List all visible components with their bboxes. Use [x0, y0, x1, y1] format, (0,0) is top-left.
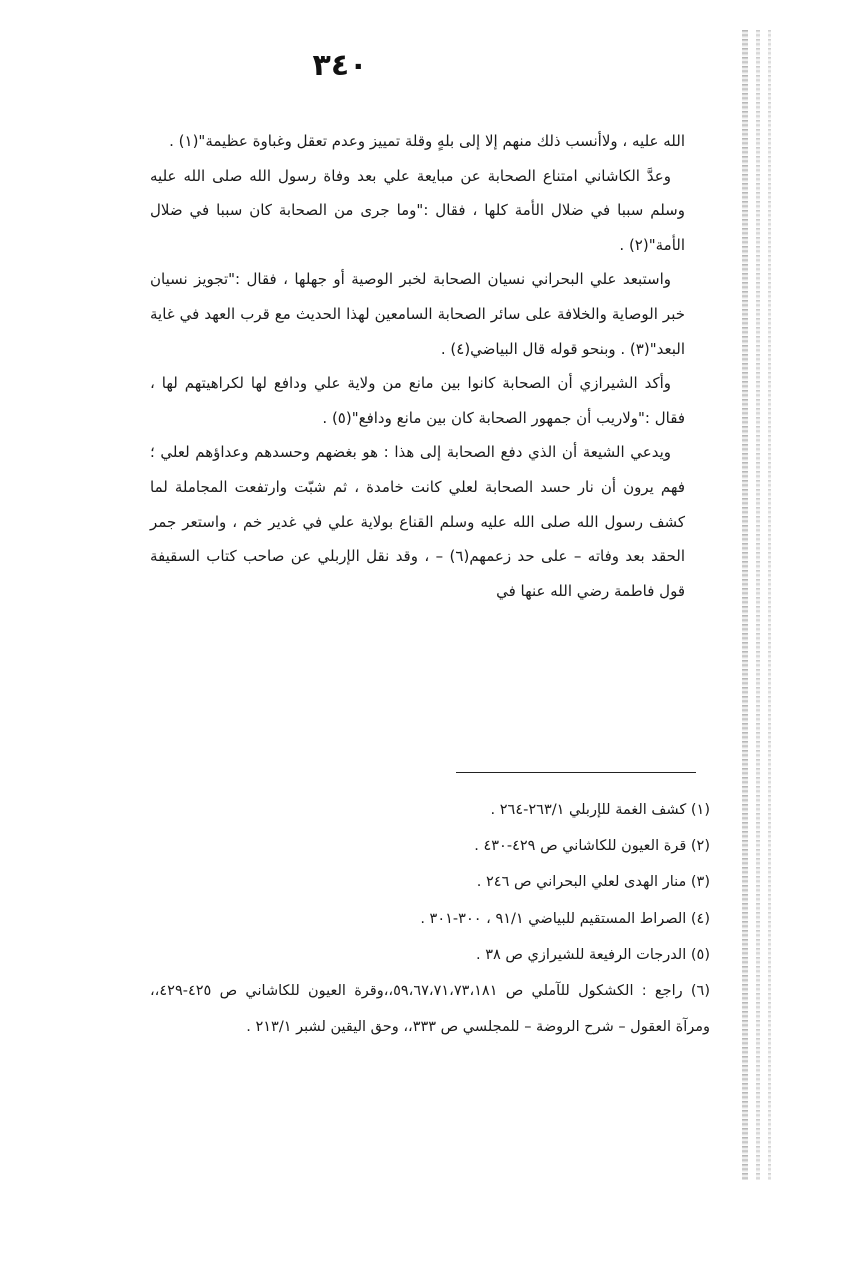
footnote: (٢) قرة العيون للكاشاني ص ٤٢٩-٤٣٠ . — [474, 838, 710, 855]
paragraph: وعدَّ الكاشاني امتناع الصحابة عن مبايعة علي بعد وفاة رسول الله صلى الله عليه وسلم سببا في ضلال الأمة كلها ، فقال :"وما جرى من الصحابة كان سببا في ضلال الأمة"(٢) . — [150, 166, 685, 254]
footnote: (٣) منار الهدى لعلي البحراني ص ٢٤٦ . — [476, 874, 710, 891]
footnotes — [150, 792, 710, 1045]
paragraph: وأكد الشيرازي أن الصحابة كانوا بين مانع من ولاية علي ودافع لها لكراهيتهم لها ، فقال :"ولاريب أن جمهور الصحابة كان بين مانع ودافع"(٥) . — [150, 374, 685, 427]
paragraph: واستبعد علي البحراني نسيان الصحابة لخبر الوصية أو جهلها ، فقال :"تجويز نسيان خبر الوصاية والخلافة على سائر الصحابة السامعين لهذا الحديث مع قرب العهد في غاية البعد"(٣) . وبنحو قوله قال البياضي(٤) . — [150, 270, 685, 358]
footnote: (١) كشف الغمة للإربلي ٢٦٣/١-٢٦٤ . — [490, 802, 710, 818]
footnote-separator — [456, 772, 696, 773]
page-number: ٣٤٠ — [312, 48, 368, 83]
footnote: (٤) الصراط المستقيم للبياضي ٩١/١ ، ٣٠٠-٣٠١ . — [420, 910, 710, 927]
scan-edge-noise — [756, 30, 760, 1180]
scan-edge-noise — [742, 30, 748, 1180]
body-text — [150, 124, 685, 608]
scan-edge-noise — [768, 30, 771, 1180]
paragraph: الله عليه ، ولاأنسب ذلك منهم إلا إلى بلهٍ وقلة تمييز وعدم تعقل وغباوة عظيمة"(١) . — [169, 132, 685, 150]
footnote: (٦) راجع : الكشكول للآملي ص ٥٩،٦٧،٧١،٧٣،١٨١،،وقرة العيون للكاشاني ص ٤٢٥-٤٢٩،، ومرآة العقول – شرح الروضة – للمجلسي ص ٣٣٣،، وحق اليقين لشبر ٢١٣/١ . — [150, 983, 710, 1036]
paragraph: ويدعي الشيعة أن الذي دفع الصحابة إلى هذا : هو بغضهم وحسدهم وعداؤهم لعلي ؛ فهم يرون أن نار حسد الصحابة لعلي كانت خامدة ، ثم شبّت وارتفعت المجاملة لما كشف رسول الله صلى الله عليه وسلم القناع بولاية علي في غدير خم ، واستعر جمر الحقد بعد وفاته – على حد زعمهم(٦) – ، وقد نقل الإربلي عن صاحب كتاب السقيفة قول فاطمة رضي الله عنها في — [150, 443, 685, 600]
footnote: (٥) الدرجات الرفيعة للشيرازي ص ٣٨ . — [475, 946, 710, 963]
